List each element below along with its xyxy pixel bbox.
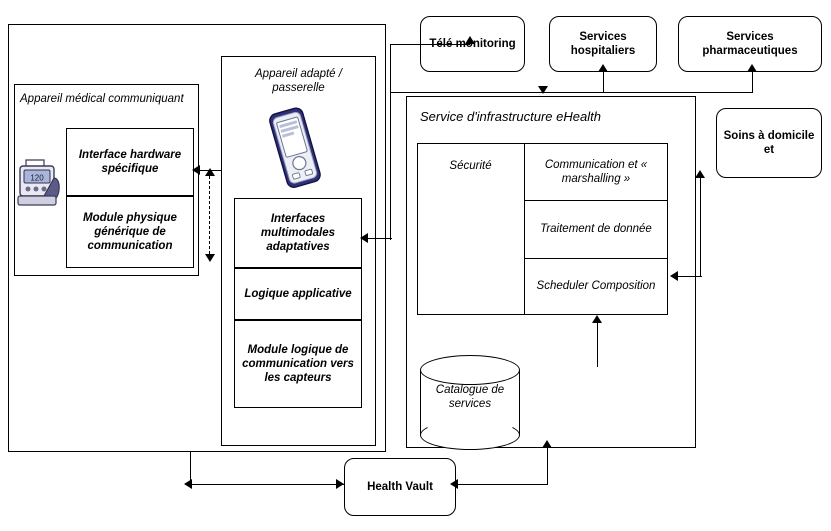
hospital-arrow bbox=[598, 64, 608, 72]
gateway-trunk-vline bbox=[390, 44, 391, 240]
healthvault-arrow-right-in bbox=[450, 479, 458, 489]
scheduler-composition-label: Scheduler Composition bbox=[536, 279, 656, 292]
blood-pressure-device-icon bbox=[14, 152, 62, 214]
svg-text:120: 120 bbox=[30, 173, 44, 183]
dashed-arrow-down bbox=[205, 254, 215, 262]
database-cylinder-bottom bbox=[420, 420, 520, 450]
pda-device-icon bbox=[255, 102, 333, 194]
healthvault-arrow-left-in bbox=[336, 479, 344, 489]
gateway-interfaces-arrow bbox=[360, 233, 368, 243]
bottom-right-hline bbox=[456, 484, 548, 485]
health-vault-label: Health Vault bbox=[367, 480, 433, 493]
bottom-left-hline bbox=[190, 484, 344, 485]
catalog-arrow-up bbox=[592, 315, 602, 323]
adaptive-interfaces-label: Interfaces multimodales adaptatives bbox=[260, 212, 336, 253]
services-bus-line bbox=[390, 92, 753, 93]
medical-device-label: Appareil médical communiquant bbox=[20, 93, 184, 105]
device-gateway-arrow-left bbox=[192, 165, 200, 175]
homecare-hline-bottom bbox=[676, 276, 702, 277]
device-gateway-link bbox=[199, 170, 221, 171]
sensor-comm-module-label: Module logique de communication vers les capteurs bbox=[242, 343, 354, 384]
infra-down-arrow bbox=[538, 86, 548, 94]
bottom-right-vline bbox=[547, 448, 548, 484]
grid-vertical-divider bbox=[524, 143, 525, 315]
app-logic-label: Logique applicative bbox=[244, 287, 352, 300]
gateway-title-label: Appareil adapté / passerelle bbox=[255, 67, 342, 94]
homecare-vline bbox=[700, 178, 701, 276]
telemonitoring-arrow bbox=[465, 36, 475, 44]
communication-marshalling-label: Communication et « marshalling » bbox=[544, 158, 648, 185]
hardware-interface-label: Interface hardware spécifique bbox=[78, 148, 182, 175]
catalog-to-scheduler-line bbox=[597, 323, 598, 367]
physical-module-label: Module physique générique de communication bbox=[83, 211, 177, 252]
grid-divider-2 bbox=[524, 258, 668, 259]
bus-to-pharma bbox=[752, 72, 753, 92]
home-care-label: Soins à domicile et bbox=[723, 129, 815, 156]
infra-bottom-arrow-up bbox=[542, 440, 552, 448]
database-cylinder-top bbox=[420, 355, 520, 385]
bottom-left-arrow-out bbox=[184, 479, 192, 489]
trunk-to-gateway-interfaces bbox=[366, 238, 392, 239]
grid-divider-1 bbox=[524, 200, 668, 201]
security-label: Sécurité bbox=[449, 159, 492, 172]
bus-to-hospital bbox=[603, 72, 604, 92]
pharma-arrow bbox=[747, 64, 757, 72]
service-catalog-label: Catalogue de services bbox=[435, 384, 505, 411]
homecare-arrow-left bbox=[670, 271, 678, 281]
tele-monitoring-label: Télé monitoring bbox=[429, 37, 516, 50]
dashed-connector-line bbox=[209, 176, 210, 254]
data-processing-label: Traitement de donnée bbox=[540, 222, 652, 235]
hospital-services-label: Services hospitaliers bbox=[570, 30, 636, 57]
ehealth-infrastructure-title: Service d'infrastructure eHealth bbox=[420, 109, 601, 125]
pharma-services-label: Services pharmaceutiques bbox=[702, 30, 798, 57]
trunk-to-telemonitoring bbox=[390, 44, 470, 45]
homecare-arrow-up bbox=[695, 170, 705, 178]
